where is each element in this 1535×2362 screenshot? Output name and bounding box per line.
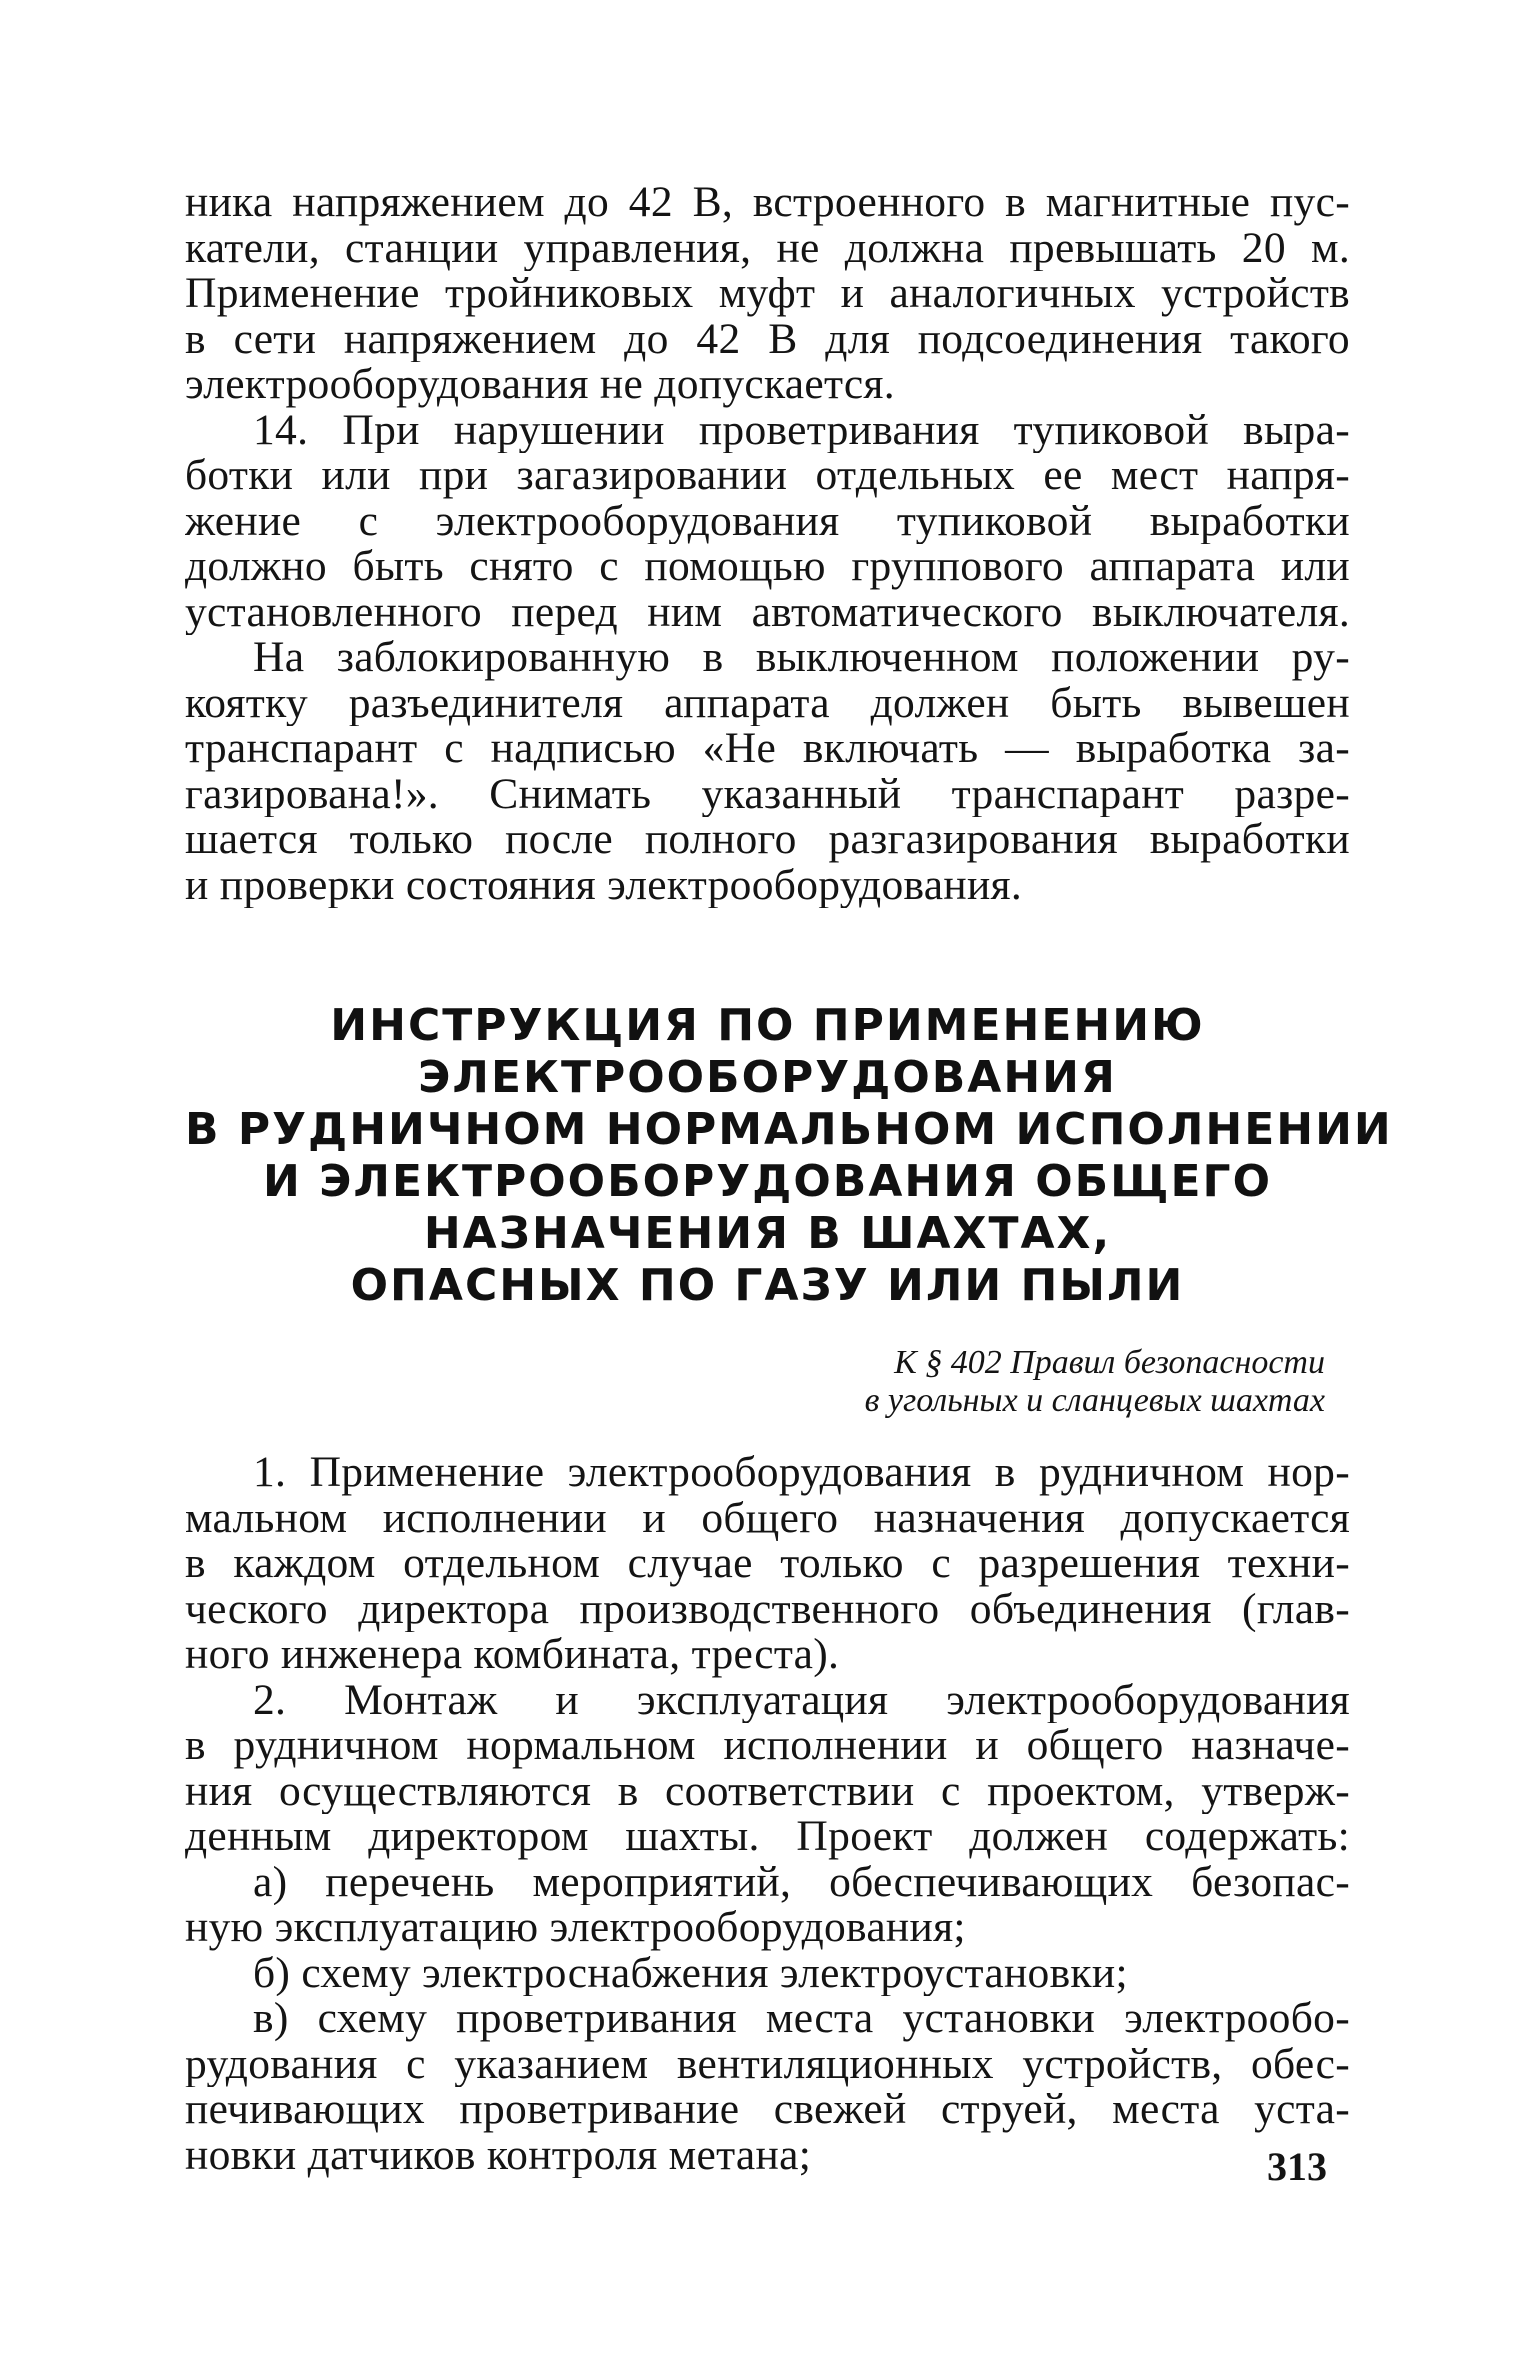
text-line: 2. Монтаж и эксплуатация электрооборудования: [253, 1677, 1350, 1723]
text-line: На заблокированную в выключенном положении ру-: [253, 635, 1350, 681]
text-line: б) схему электроснабжения электроустановки;: [253, 1950, 1128, 1996]
title-line: НАЗНАЧЕНИЯ В ШАХТАХ,: [423, 1208, 1112, 1259]
item-1: [185, 1450, 1350, 1678]
text-line: ния осуществляются в соответствии с проектом, утверж-: [185, 1768, 1350, 1814]
text-line: газирована!». Снимать указанный транспарант разре-: [185, 771, 1350, 817]
section-title: [185, 1000, 1393, 1312]
reference-line: К § 402 Правил безопасности: [894, 1344, 1325, 1381]
item-a: [185, 1860, 1350, 1951]
text-line: Применение тройниковых муфт и аналогичных устройств: [185, 271, 1350, 317]
text-line: ческого директора производственного объединения (глав-: [185, 1586, 1350, 1632]
text-line: 14. При нарушении проветривания тупиковой выра-: [253, 407, 1350, 453]
text-line: в рудничном нормальном исполнении и общего назначе-: [185, 1723, 1350, 1769]
text-line: ника напряжением до 42 В, встроенного в магнитные пус-: [185, 180, 1350, 226]
title-line: ИНСТРУКЦИЯ ПО ПРИМЕНЕНИЮ: [330, 1000, 1205, 1051]
text-line: должно быть снято с помощью группового аппарата или: [185, 544, 1350, 590]
text-line: коятку разъединителя аппарата должен быть вывешен: [185, 680, 1350, 726]
text-line: установленного перед ним автоматического выключателя.: [185, 589, 1350, 635]
text-line: ную эксплуатацию электрооборудования;: [185, 1905, 966, 1951]
text-line: жение с электрооборудования тупиковой выработки: [185, 498, 1350, 544]
item-2: [185, 1678, 1350, 1860]
item-v: [185, 1996, 1350, 2178]
text-line: мальном исполнении и общего назначения допускается: [185, 1495, 1350, 1541]
title-line: И ЭЛЕКТРООБОРУДОВАНИЯ ОБЩЕГО: [263, 1156, 1272, 1207]
section-reference: [185, 1344, 1325, 1420]
text-line: в сети напряжением до 42 В для подсоединения такого: [185, 316, 1350, 362]
text-line: шается только после полного разгазирования выработки: [185, 817, 1350, 863]
text-line: транспарант с надписью «Не включать — выработка за-: [185, 726, 1350, 772]
title-line: ЭЛЕКТРООБОРУДОВАНИЯ: [418, 1052, 1117, 1103]
text-line: ного инженера комбината, треста).: [185, 1632, 840, 1678]
page-number: 313: [1267, 2144, 1327, 2189]
paragraph-continuation: [185, 180, 1350, 408]
text-line: а) перечень мероприятий, обеспечивающих безопас-: [253, 1859, 1350, 1905]
reference-line: в угольных и сланцевых шахтах: [864, 1382, 1325, 1419]
text-line: ботки или при загазировании отдельных ее мест напря-: [185, 453, 1350, 499]
text-line: и проверки состояния электрооборудования.: [185, 862, 1023, 908]
text-line: новки датчиков контроля метана;: [185, 2132, 812, 2178]
text-line: в каждом отдельном случае только с разрешения техни-: [185, 1541, 1350, 1587]
title-line: В РУДНИЧНОМ НОРМАЛЬНОМ ИСПОЛНЕНИИ: [185, 1104, 1393, 1155]
title-line: ОПАСНЫХ ПО ГАЗУ ИЛИ ПЫЛИ: [350, 1260, 1185, 1311]
text-line: 1. Применение электрооборудования в рудничном нор-: [253, 1450, 1350, 1496]
text-line: рудования с указанием вентиляционных устройств, обес-: [185, 2041, 1350, 2087]
text-line: катели, станции управления, не должна превышать 20 м.: [185, 225, 1350, 271]
paragraph-transparent: [185, 635, 1350, 908]
text-line: электрооборудования не допускается.: [185, 362, 895, 408]
page-content: [185, 180, 1393, 2178]
text-line: денным директором шахты. Проект должен содержать:: [185, 1814, 1350, 1860]
paragraph-14: [185, 408, 1350, 636]
text-line: печивающих проветривание свежей струей, места уста-: [185, 2087, 1350, 2133]
item-b: [185, 1951, 1350, 1997]
text-line: в) схему проветривания места установки электрообо-: [253, 1996, 1350, 2042]
